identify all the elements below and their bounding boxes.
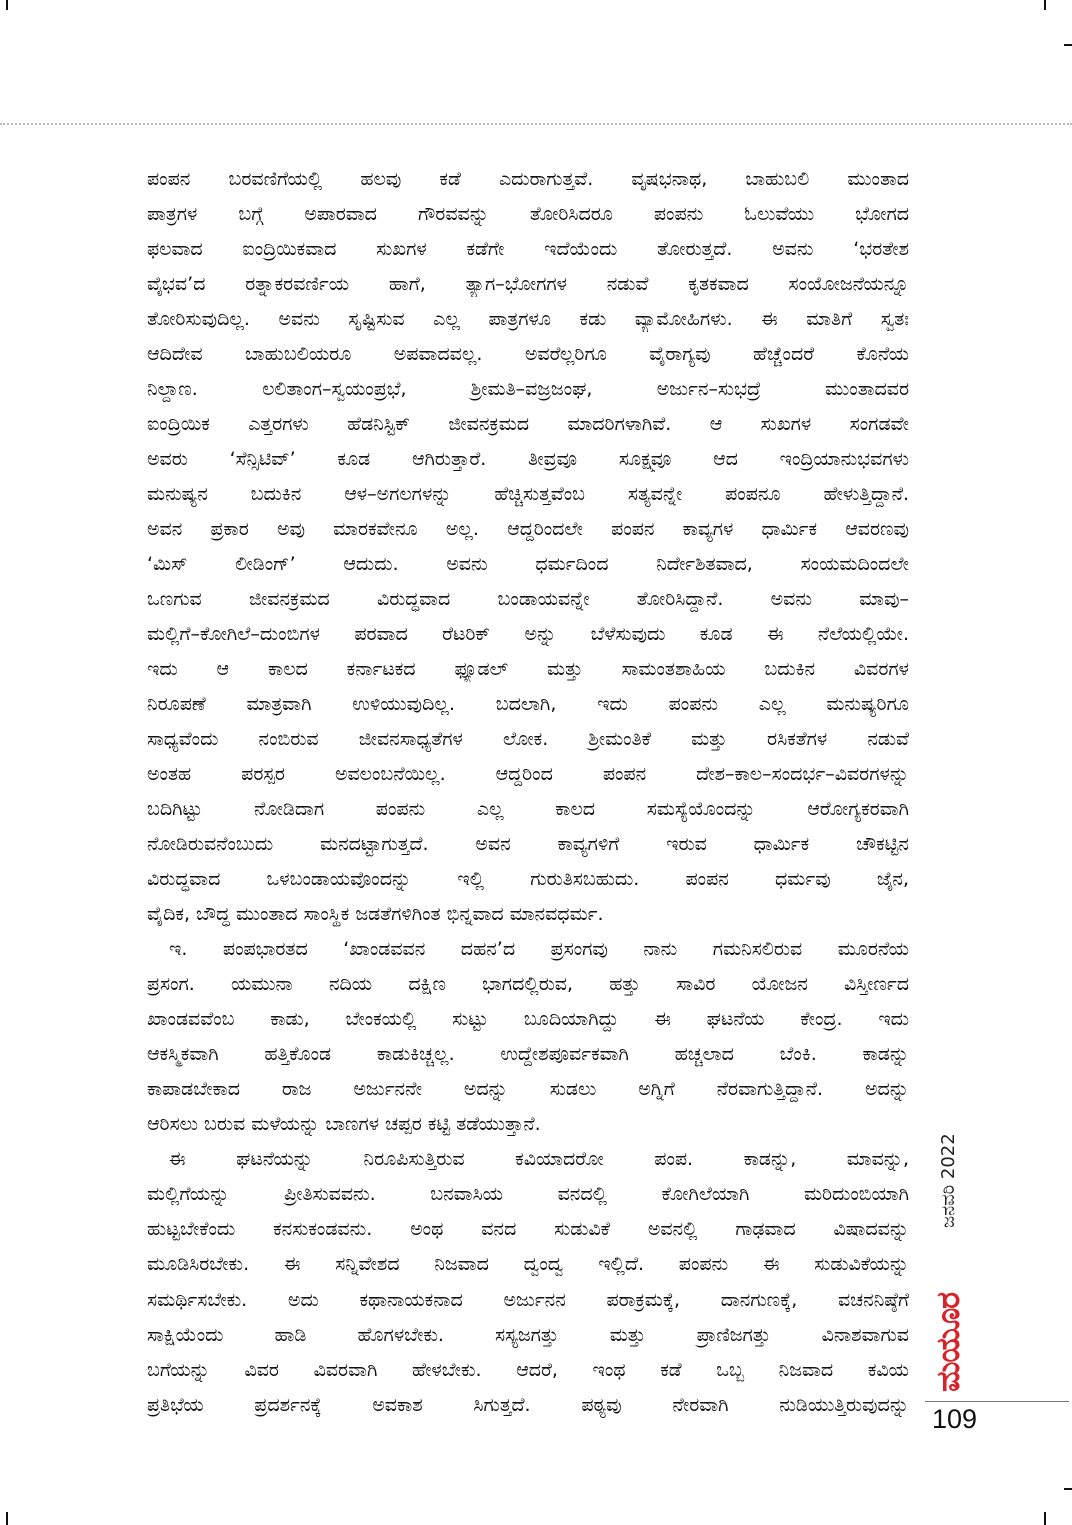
- text-line: ಮನುಷ್ಯನ ಬದುಕಿನ ಆಳ–ಅಗಲಗಳನ್ನು ಹೆಚ್ಚಿಸುತ್ತವೆಂಬ ಸತ್ಯವನ್ನೇ ಪಂಪನೂ ಹೇಳುತ್ತಿದ್ದಾನೆ.: [147, 483, 909, 506]
- issue-date-vertical: [928, 1098, 968, 1228]
- text-line: ‘ಮಿಸ್ ಲೀಡಿಂಗ್’ ಆದುದು. ಅವನು ಧರ್ಮದಿಂದ ನಿರ್ದೇಶಿತವಾದ, ಸಂಯಮದಿಂದಲೇ: [147, 553, 909, 576]
- text-line: ಪ್ರಸಂಗ. ಯಮುನಾ ನದಿಯ ದಕ್ಷಿಣ ಭಾಗದಲ್ಲಿರುವ, ಹತ್ತು ಸಾವಿರ ಯೋಜನ ವಿಸ್ತೀರ್ಣದ: [147, 973, 909, 996]
- text-line: ಇದು ಆ ಕಾಲದ ಕರ್ನಾಟಕದ ಫ್ಯೂಡಲ್ ಮತ್ತು ಸಾಮಂತಶಾಹಿಯ ಬದುಕಿನ ವಿವರಗಳ: [147, 658, 909, 681]
- text-line: ವೈದಿಕ, ಬೌದ್ಧ ಮುಂತಾದ ಸಾಂಸ್ಥಿಕ ಜಡತೆಗಳಿಗಿಂತ ಭಿನ್ನವಾದ ಮಾನವಧರ್ಮ.: [147, 903, 604, 926]
- text-line: ಒಣಗುವ ಜೀವನಕ್ರಮದ ವಿರುದ್ಧವಾದ ಬಂಡಾಯವನ್ನೇ ತೋರಿಸಿದ್ದಾನೆ. ಅವನು ಮಾವು–: [147, 588, 909, 611]
- article-body: [147, 166, 909, 1418]
- text-line: ಪಾತ್ರಗಳ ಬಗ್ಗೆ ಅಪಾರವಾದ ಗೌರವವನ್ನು ತೋರಿಸಿದರೂ ಪಂಪನು ಓಲುವೆಯು ಭೋಗದ: [147, 203, 909, 226]
- text-line: ಬದಿಗಿಟ್ಟು ನೋಡಿದಾಗ ಪಂಪನು ಎಲ್ಲ ಕಾಲದ ಸಮಸ್ಯೆಯೊಂದನ್ನು ಆರೋಗ್ಯಕರವಾಗಿ: [147, 798, 909, 821]
- text-line: ಸಮರ್ಥಿಸಬೇಕು. ಅದು ಕಥಾನಾಯಕನಾದ ಅರ್ಜುನನ ಪರಾಕ್ರಮಕ್ಕೆ, ದಾನಗುಣಕ್ಕೆ, ವಚನನಿಷ್ಠೆಗೆ: [147, 1288, 909, 1311]
- page-number: 109: [932, 1404, 978, 1434]
- text-line: ಬಗೆಯನ್ನು ವಿವರ ವಿವರವಾಗಿ ಹೇಳಬೇಕು. ಆದರೆ, ಇಂಥ ಕಡೆ ಒಬ್ಬ ನಿಜವಾದ ಕವಿಯ: [147, 1358, 909, 1381]
- text-line: ಹುಟ್ಟಬೇಕೆಂದು ಕನಸುಕಂಡವನು. ಅಂಥ ವನದ ಸುಡುವಿಕೆ ಅವನಲ್ಲಿ ಗಾಢವಾದ ವಿಷಾದವನ್ನು: [147, 1218, 909, 1241]
- text-line: ಸಾಧ್ಯವೆಂದು ನಂಬಿರುವ ಜೀವನಸಾಧ್ಯತೆಗಳ ಲೋಕ. ಶ್ರೀಮಂತಿಕೆ ಮತ್ತು ರಸಿಕತೆಗಳ ನಡುವೆ: [147, 728, 909, 751]
- magazine-logo: [928, 1290, 968, 1392]
- issue-date-text: ಜನವರಿ 2022: [937, 1133, 959, 1228]
- text-line: ಅವನ ಪ್ರಕಾರ ಅವು ಮಾರಕವೇನೂ ಅಲ್ಲ. ಆದ್ದರಿಂದಲೇ ಪಂಪನ ಕಾವ್ಯಗಳ ಧಾರ್ಮಿಕ ಆವರಣವು: [147, 518, 909, 541]
- crop-mark-top-right: [1044, 0, 1046, 10]
- magazine-logo-text: ಮಯೂರ: [929, 1292, 967, 1392]
- text-line: ಪ್ರತಿಭೆಯ ಪ್ರದರ್ಶನಕ್ಕೆ ಅವಕಾಶ ಸಿಗುತ್ತದೆ. ಪಠ್ಯವು ನೇರವಾಗಿ ನುಡಿಯುತ್ತಿರುವುದನ್ನು: [147, 1393, 909, 1416]
- text-line: ಮಲ್ಲಿಗೆ–ಕೋಗಿಲೆ–ದುಂಬಿಗಳ ಪರವಾದ ರೆಟರಿಕ್ ಅನ್ನು ಬೆಳೆಸುವುದು ಕೂಡ ಈ ನೆಲೆಯಲ್ಲಿಯೇ.: [147, 623, 909, 646]
- text-line: ನಿರೂಪಣೆ ಮಾತ್ರವಾಗಿ ಉಳಿಯುವುದಿಲ್ಲ. ಬದಲಾಗಿ, ಇದು ಪಂಪನು ಎಲ್ಲ ಮನುಷ್ಯರಿಗೂ: [147, 693, 909, 716]
- text-line: ಸಾಕ್ಷಿಯೆಂದು ಹಾಡಿ ಹೊಗಳಬೇಕು. ಸಸ್ಯಜಗತ್ತು ಮತ್ತು ಪ್ರಾಣಿಜಗತ್ತು ವಿನಾಶವಾಗುವ: [147, 1323, 909, 1346]
- text-line: ಇ. ಪಂಪಭಾರತದ ‘ಖಾಂಡವವನ ದಹನ’ದ ಪ್ರಸಂಗವು ನಾನು ಗಮನಿಸಲಿರುವ ಮೂರನೆಯ: [169, 938, 909, 961]
- text-line: ಈ ಘಟನೆಯನ್ನು ನಿರೂಪಿಸುತ್ತಿರುವ ಕವಿಯಾದರೋ ಪಂಪ. ಕಾಡನ್ನು, ಮಾವನ್ನು,: [169, 1148, 909, 1171]
- text-line: ಅಂತಹ ಪರಸ್ಪರ ಅವಲಂಬನೆಯಿಲ್ಲ. ಆದ್ದರಿಂದ ಪಂಪನ ದೇಶ–ಕಾಲ–ಸಂದರ್ಭ–ವಿವರಗಳನ್ನು: [147, 763, 909, 786]
- text-line: ಆಕಸ್ಮಿಕವಾಗಿ ಹತ್ತಿಕೊಂಡ ಕಾಡುಕಿಚ್ಚಲ್ಲ. ಉದ್ದೇಶಪೂರ್ವಕವಾಗಿ ಹಚ್ಚಲಾದ ಬೆಂಕಿ. ಕಾಡನ್ನು: [147, 1043, 909, 1066]
- text-line: ಫಲವಾದ ಐಂದ್ರಿಯಿಕವಾದ ಸುಖಗಳ ಕಡೆಗೇ ಇದೆಯೆಂದು ತೋರುತ್ತದೆ. ಅವನು ‘ಭರತೇಶ: [147, 238, 909, 261]
- folio-rule: [925, 1401, 1069, 1402]
- text-line: ಆರಿಸಲು ಬರುವ ಮಳೆಯನ್ನು ಬಾಣಗಳ ಚಪ್ಪರ ಕಟ್ಟಿ ತಡೆಯುತ್ತಾನೆ.: [147, 1113, 541, 1136]
- text-line: ಮಲ್ಲಿಗೆಯನ್ನು ಪ್ರೀತಿಸುವವನು. ಬನವಾಸಿಯ ವನದಲ್ಲಿ ಕೋಗಿಲೆಯಾಗಿ ಮರಿದುಂಬಿಯಾಗಿ: [147, 1183, 909, 1206]
- text-line: ಪಂಪನ ಬರವಣಿಗೆಯಲ್ಲಿ ಹಲವು ಕಡೆ ಎದುರಾಗುತ್ತವೆ. ವೃಷಭನಾಥ, ಬಾಹುಬಲಿ ಮುಂತಾದ: [147, 168, 909, 190]
- crop-mark-top-left: [6, 0, 8, 10]
- crop-mark-right-top: [1064, 44, 1072, 46]
- text-line: ವೈಭವ’ದ ರತ್ನಾಕರವರ್ಣಿಯ ಹಾಗೆ, ತ್ಯಾಗ–ಭೋಗಗಳ ನಡುವೆ ಕೃತಕವಾದ ಸಂಯೋಜನೆಯನ್ನೂ: [147, 273, 909, 296]
- text-line: ಐಂದ್ರಿಯಿಕ ಎತ್ತರಗಳು ಹೆಡನಿಸ್ಟಿಕ್ ಜೀವನಕ್ರಮದ ಮಾದರಿಗಳಾಗಿವೆ. ಆ ಸುಖಗಳ ಸಂಗಡವೇ: [147, 413, 909, 436]
- text-line: ಮೂಡಿಸಿರಬೇಕು. ಈ ಸನ್ನಿವೇಶದ ನಿಜವಾದ ದ್ವಂದ್ವ ಇಲ್ಲಿದೆ. ಪಂಪನು ಈ ಸುಡುವಿಕೆಯನ್ನು: [147, 1253, 909, 1276]
- header-dotted-rule: [0, 123, 1072, 125]
- text-line: ಆದಿದೇವ ಬಾಹುಬಲಿಯರೂ ಅಪವಾದವಲ್ಲ. ಅವರೆಲ್ಲರಿಗೂ ವೈರಾಗ್ಯವು ಹೆಚ್ಚೆಂದರೆ ಕೊನೆಯ: [147, 343, 909, 366]
- text-line: ನೋಡಿರುವನೆಂಬುದು ಮನದಟ್ಟಾಗುತ್ತದೆ. ಅವನ ಕಾವ್ಯಗಳಿಗೆ ಇರುವ ಧಾರ್ಮಿಕ ಚೌಕಟ್ಟಿನ: [147, 833, 909, 856]
- text-line: ತೋರಿಸುವುದಿಲ್ಲ. ಅವನು ಸೃಷ್ಟಿಸುವ ಎಲ್ಲ ಪಾತ್ರಗಳೂ ಕಡು ವ್ಯಾಮೋಹಿಗಳು. ಈ ಮಾತಿಗೆ ಸ್ವತಃ: [147, 308, 909, 331]
- crop-mark-right-bottom: [1064, 1488, 1072, 1490]
- text-line: ಅವರು ‘ಸೆನ್ಸಿಟಿವ್’ ಕೂಡ ಆಗಿರುತ್ತಾರೆ. ತೀವ್ರವೂ ಸೂಕ್ಷ್ಮವೂ ಆದ ಇಂದ್ರಿಯಾನುಭವಗಳು: [147, 448, 909, 471]
- text-line: ವಿರುದ್ಧವಾದ ಒಳಬಂಡಾಯವೊಂದನ್ನು ಇಲ್ಲಿ ಗುರುತಿಸಬಹುದು. ಪಂಪನ ಧರ್ಮವು ಜೈನ,: [147, 868, 909, 891]
- text-line: ಖಾಂಡವವೆಂಬ ಕಾಡು, ಬೇಂಕಯಲ್ಲಿ ಸುಟ್ಟು ಬೂದಿಯಾಗಿದ್ದು ಈ ಘಟನೆಯ ಕೇಂದ್ರ. ಇದು: [147, 1008, 909, 1031]
- crop-mark-bottom-left: [6, 1512, 8, 1525]
- text-line: ನಿಲ್ದಾಣ. ಲಲಿತಾಂಗ–ಸ್ವಯಂಪ್ರಭೆ, ಶ್ರೀಮತಿ–ವಜ್ರಜಂಘ, ಅರ್ಜುನ–ಸುಭದ್ರೆ ಮುಂತಾದವರ: [147, 378, 909, 401]
- crop-mark-bottom-right: [1044, 1512, 1046, 1525]
- text-line: ಕಾಪಾಡಬೇಕಾದ ರಾಜ ಅರ್ಜುನನೇ ಅದನ್ನು ಸುಡಲು ಅಗ್ನಿಗೆ ನೆರವಾಗುತ್ತಿದ್ದಾನೆ. ಅದನ್ನು: [147, 1078, 909, 1101]
